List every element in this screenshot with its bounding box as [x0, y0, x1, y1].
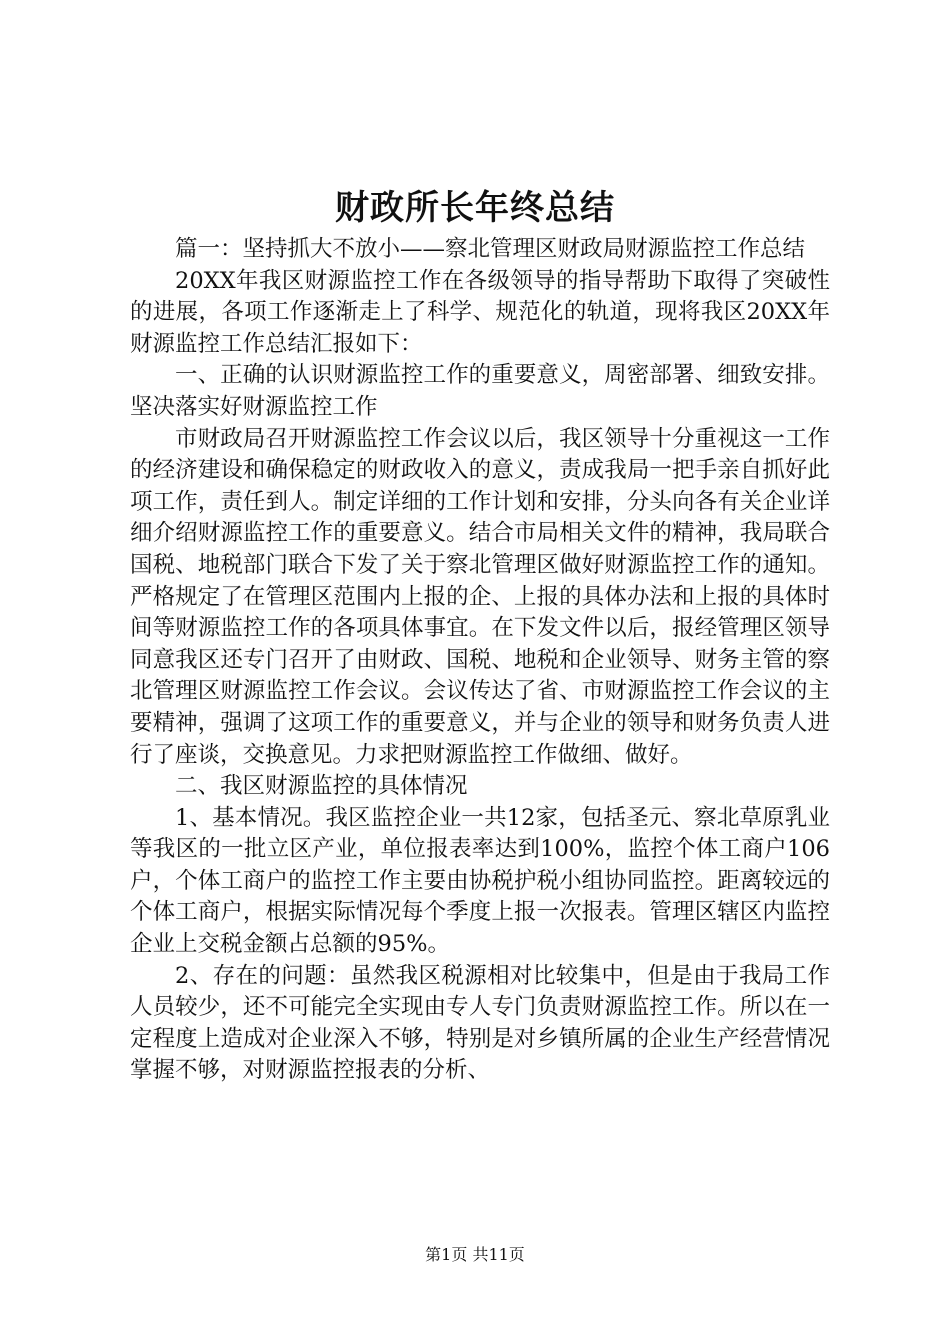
- paragraph-existing-problems: 2、存在的问题：虽然我区税源相对比较集中，但是由于我局工作人员较少，还不可能完全实现由专人专门负责财源监控工作。所以在一定程度上造成对企业深入不够，特别是对乡镇所属的企业生产经营情况掌握不够，对财源监控报表的分析、: [130, 962, 830, 1084]
- paragraph-section-one-body: 市财政局召开财源监控工作会议以后，我区领导十分重视这一工作的经济建设和确保稳定的财政收入的意义，责成我局一把手亲自抓好此项工作，责任到人。制定详细的工作计划和安排，分头向各有关企业详细介绍财源监控工作的重要意义。结合市局相关文件的精神，我局联合国税、地税部门联合下发了关于察北管理区做好财源监控工作的通知。严格规定了在管理区范围内上报的企、上报的具体办法和上报的具体时间等财源监控工作的各项具体事宜。在下发文件以后，报经管理区领导同意我区还专门召开了由财政、国税、地税和企业领导、财务主管的察北管理区财源监控工作会议。会议传达了省、市财源监控工作会议的主要精神，强调了这项工作的重要意义，并与企业的领导和财务负责人进行了座谈，交换意见。力求把财源监控工作做细、做好。: [130, 425, 830, 768]
- paragraph-section-two: 二、我区财源监控的具体情况: [175, 773, 468, 800]
- page-number-footer: 第1页 共11页: [425, 1245, 525, 1264]
- document-title: 财政所长年终总结: [335, 188, 615, 228]
- paragraph-basic-situation: 1、基本情况。我区监控企业一共12家，包括圣元、察北草原乳业等我区的一批立区产业，单位报表率达到100%，监控个体工商户106户，个体工商户的监控工作主要由协税护税小组协同监控。距离较远的个体工商户，根据实际情况每个季度上报一次报表。管理区辖区内监控企业上交税金额占总额的95%。: [130, 804, 830, 958]
- paragraph-section-one: 一、正确的认识财源监控工作的重要意义，周密部署、细致安排。坚决落实好财源监控工作: [130, 362, 830, 420]
- paragraph-intro: 20XX年我区财源监控工作在各级领导的指导帮助下取得了突破性的进展，各项工作逐渐走上了科学、规范化的轨道，现将我区20XX年财源监控工作总结汇报如下：: [130, 267, 830, 357]
- document-body: [130, 234, 830, 1087]
- paragraph-heading: 篇一：坚持抓大不放小——察北管理区财政局财源监控工作总结: [175, 236, 806, 262]
